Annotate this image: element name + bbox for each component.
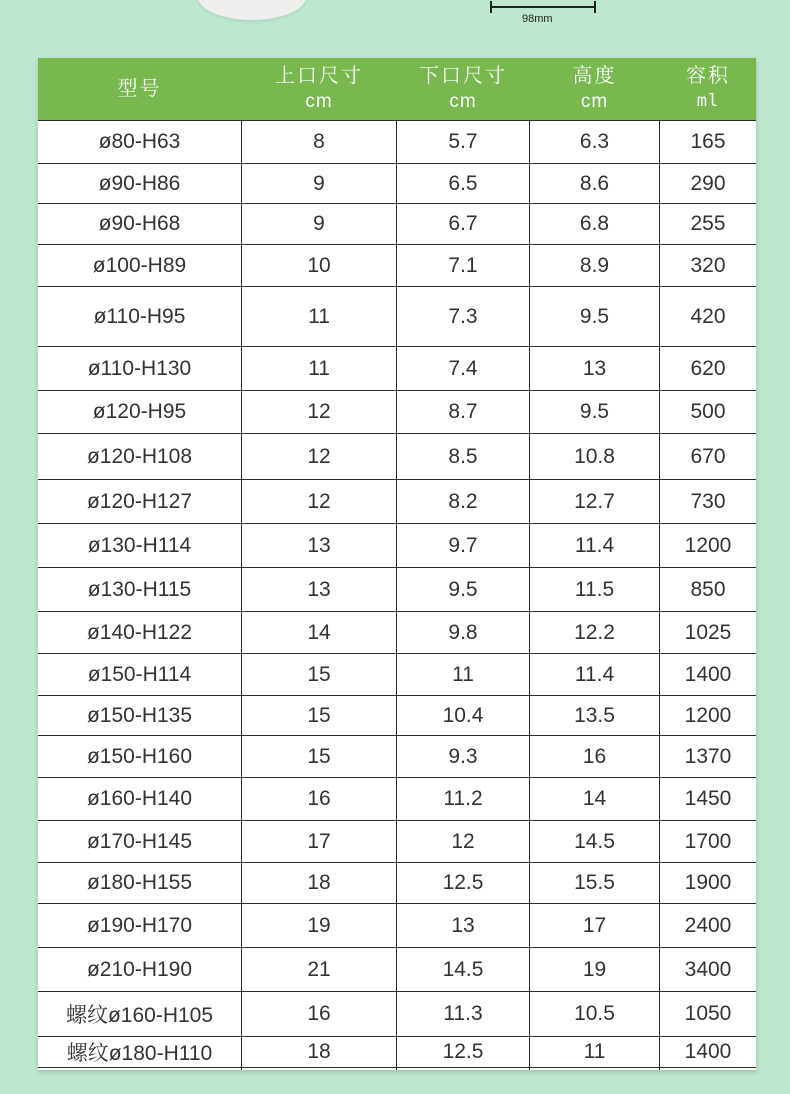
- table-cell: 10.4: [442, 703, 484, 727]
- table-cell: 12: [451, 829, 475, 853]
- header-bottom-size-label: 下口尺寸: [419, 65, 507, 87]
- table-cell: ø100-H89: [92, 253, 187, 277]
- table-cell: 7.4: [448, 356, 478, 380]
- table-cell: 9.5: [579, 400, 610, 423]
- table-cell: 6.5: [448, 171, 478, 195]
- table-cell: 11.4: [574, 533, 615, 557]
- table-cell: 13: [582, 356, 607, 380]
- table-row: [38, 480, 756, 524]
- table-cell: ø120-H127: [86, 489, 193, 513]
- table-cell: 11.5: [574, 577, 615, 601]
- table-cell: 1200: [684, 533, 732, 557]
- table-cell: 16: [307, 1002, 331, 1025]
- column-divider: [241, 120, 242, 1070]
- table-cell: 6.7: [448, 212, 478, 235]
- table-cell: 11.2: [443, 787, 483, 810]
- table-cell: 18: [307, 1040, 331, 1063]
- table-row: [38, 992, 756, 1037]
- table-cell: 12.7: [574, 489, 615, 513]
- table-cell: 9: [313, 171, 325, 195]
- table-cell: ø140-H122: [86, 620, 193, 644]
- table-cell: ø110-H95: [93, 304, 186, 328]
- table-cell: ø170-H145: [86, 829, 193, 853]
- table-cell: ø180-H155: [86, 871, 193, 894]
- table-cell: 11: [583, 1040, 606, 1063]
- column-divider: [529, 120, 530, 1070]
- table-cell: 670: [690, 444, 726, 468]
- table-cell: 6.3: [579, 130, 610, 153]
- header-bottom-size-unit: cm: [449, 91, 477, 112]
- table-cell: 1400: [684, 1040, 732, 1063]
- table-cell: 1200: [684, 703, 732, 727]
- header-model: [38, 58, 241, 120]
- header-volume-unit: ml: [696, 91, 720, 111]
- table-cell: ø150-H135: [86, 703, 193, 727]
- table-cell: 12.2: [574, 620, 615, 644]
- table-cell: 16: [582, 744, 607, 768]
- table-cell: 620: [690, 356, 726, 380]
- table-row: [38, 120, 756, 164]
- table-row: [38, 434, 756, 480]
- table-cell: 12.5: [442, 1040, 484, 1063]
- table-cell: 7.3: [448, 304, 478, 328]
- table-cell: ø130-H114: [87, 533, 192, 557]
- table-cell: 15: [307, 703, 331, 727]
- header-top-size: [242, 58, 396, 120]
- table-cell: 3400: [684, 957, 732, 981]
- table-cell: ø90-H68: [98, 212, 181, 235]
- header-height-unit: cm: [580, 91, 609, 112]
- product-image: [198, 0, 306, 20]
- table-row: [38, 736, 756, 778]
- table-cell: 11: [308, 304, 330, 328]
- table-cell: 500: [690, 400, 726, 423]
- table-cell: 7.1: [448, 253, 478, 277]
- header-top-size-label: 上口尺寸: [275, 65, 363, 87]
- table-cell: 15: [307, 662, 331, 686]
- table-cell: ø120-H108: [86, 444, 193, 468]
- header-model-label: 型号: [117, 77, 162, 100]
- table-cell: 16: [307, 787, 331, 810]
- table-cell: 12: [307, 444, 331, 468]
- table-cell: ø160-H140: [86, 787, 193, 810]
- table-cell: 1700: [684, 829, 732, 853]
- table-cell: 9: [313, 212, 325, 235]
- table-cell: 1900: [684, 871, 732, 894]
- table-cell: 13: [307, 577, 331, 601]
- table-cell: 11.4: [574, 662, 615, 686]
- table-cell: 14: [307, 620, 331, 644]
- table-row: [38, 568, 756, 612]
- header-top-size-unit: cm: [305, 91, 333, 112]
- table-cell: 螺纹ø160-H105: [65, 1004, 214, 1027]
- table-cell: ø120-H95: [92, 400, 187, 423]
- table-cell: ø190-H170: [86, 913, 193, 937]
- table-row: [38, 391, 756, 434]
- header-bottom-size: [397, 58, 529, 120]
- table-cell: 165: [690, 130, 726, 153]
- table-cell: 15.5: [574, 871, 615, 894]
- table-cell: 14.5: [574, 829, 615, 853]
- table-cell: ø90-H86: [98, 171, 181, 195]
- table-cell: 850: [690, 577, 726, 601]
- table-cell: 13: [307, 533, 331, 557]
- table-row: [38, 524, 756, 568]
- table-cell: 8.7: [448, 400, 478, 423]
- table-row: [38, 1037, 756, 1068]
- column-divider: [396, 120, 397, 1070]
- table-cell: 12: [307, 489, 331, 513]
- table-cell: 11: [452, 662, 474, 686]
- table-row: [38, 948, 756, 992]
- table-cell: 18: [307, 871, 331, 894]
- table-cell: 8.2: [448, 489, 478, 513]
- table-cell: 730: [690, 489, 726, 513]
- table-cell: 10: [307, 253, 331, 277]
- dimension-label: 98mm: [522, 13, 553, 25]
- table-cell: 11.3: [443, 1002, 483, 1025]
- table-cell: ø130-H115: [87, 577, 192, 601]
- table-cell: 255: [690, 212, 726, 235]
- table-cell: 9.8: [448, 620, 478, 644]
- header-height-label: 高度: [572, 65, 617, 87]
- header-volume: [660, 58, 756, 120]
- table-cell: 10.8: [574, 444, 615, 468]
- dimension-marker: [490, 1, 596, 13]
- table-row: [38, 904, 756, 948]
- table-cell: 11: [308, 356, 330, 380]
- table-cell: 9.5: [448, 577, 478, 601]
- header-height: [530, 58, 659, 120]
- table-cell: 5.7: [448, 130, 478, 153]
- table-row: [38, 778, 756, 821]
- table-cell: 1370: [684, 744, 732, 768]
- table-cell: 2400: [684, 913, 732, 937]
- table-cell: 螺纹ø180-H110: [66, 1042, 213, 1065]
- table-cell: ø150-H114: [87, 662, 192, 686]
- table-row: [38, 821, 756, 863]
- spec-table: [38, 58, 756, 1070]
- table-cell: 8.9: [579, 253, 610, 277]
- table-header: [38, 58, 756, 120]
- table-cell: 1025: [684, 620, 732, 644]
- table-cell: 13: [451, 913, 475, 937]
- table-cell: 13.5: [574, 703, 615, 727]
- table-cell: ø80-H63: [98, 130, 181, 153]
- table-cell: 12.5: [442, 871, 484, 894]
- table-cell: 320: [690, 253, 726, 277]
- table-cell: 420: [690, 304, 726, 328]
- table-cell: 8: [313, 130, 325, 153]
- table-cell: 1450: [684, 787, 732, 810]
- column-divider: [659, 120, 660, 1070]
- table-row: [38, 654, 756, 696]
- table-cell: 8.5: [448, 444, 478, 468]
- table-cell: ø210-H190: [86, 957, 193, 981]
- table-cell: 15: [307, 744, 331, 768]
- table-cell: 6.8: [579, 212, 610, 235]
- header-volume-label: 容积: [686, 65, 730, 87]
- table-cell: 8.6: [579, 171, 610, 195]
- table-cell: 14.5: [442, 957, 484, 981]
- table-row: [38, 347, 756, 391]
- table-row: [38, 612, 756, 654]
- table-cell: 12: [307, 400, 331, 423]
- table-cell: 14: [582, 787, 607, 810]
- table-cell: 17: [582, 913, 607, 937]
- table-cell: ø150-H160: [86, 744, 193, 768]
- table-row: [38, 696, 756, 736]
- table-cell: 1050: [684, 1002, 732, 1025]
- table-cell: 21: [307, 957, 331, 981]
- table-cell: 19: [307, 913, 331, 937]
- table-cell: 1400: [684, 662, 732, 686]
- table-row: [38, 287, 756, 347]
- table-row: [38, 863, 756, 904]
- table-row: [38, 204, 756, 245]
- table-cell: 17: [307, 829, 331, 853]
- table-cell: 290: [690, 171, 726, 195]
- table-cell: 9.5: [579, 304, 610, 328]
- table-row: [38, 245, 756, 287]
- table-cell: ø110-H130: [87, 356, 192, 380]
- table-cell: 9.3: [448, 744, 478, 768]
- table-cell: 10.5: [574, 1002, 615, 1025]
- table-row: [38, 164, 756, 204]
- table-cell: 19: [582, 957, 607, 981]
- table-cell: 9.7: [448, 533, 478, 557]
